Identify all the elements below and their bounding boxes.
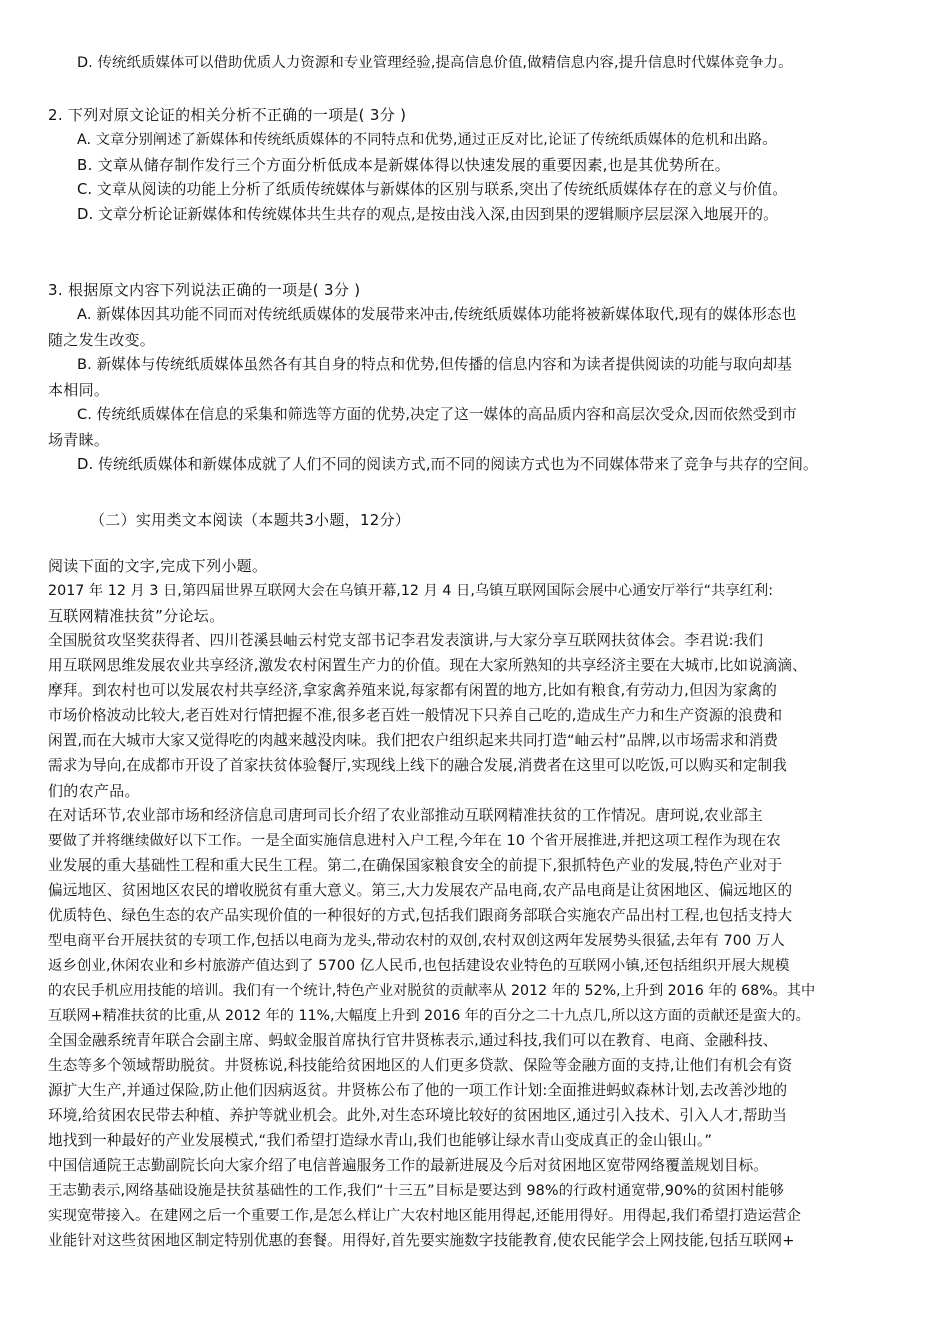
passage-line: 优质特色、绿色生态的农产品实现价值的一种很好的方式,包括我们跟商务部联合实施农产品出村工程,也包括支持大 bbox=[48, 907, 793, 924]
passage-line: 用互联网思维发展农业共享经济,激发农村闲置生产力的价值。现在大家所熟知的共享经济主要在大城市,比如说滴滴、 bbox=[48, 657, 807, 674]
passage-line: 的农民手机应用技能的培训。我们有一个统计,特色产业对脱贫的贡献率从 2012 年的 52%,上升到 2016 年的 68%。其中 bbox=[48, 983, 816, 999]
passage-line: 生态等多个领域帮助脱贫。井贤栋说,科技能给贫困地区的人们更多贷款、保险等金融方面的支持,让他们有机会有资 bbox=[48, 1057, 793, 1074]
question-3-option-c-line-1: C. 传统纸质媒体在信息的采集和筛选等方面的优势,决定了这一媒体的高品质内容和高层次受众,因而依然受到市 bbox=[77, 406, 797, 423]
question-2-option-b: B. 文章从储存制作发行三个方面分析低成本是新媒体得以快速发展的重要因素,也是其优势所在。 bbox=[77, 156, 731, 174]
passage-line: 业发展的重大基础性工程和重大民生工程。第二,在确保国家粮食安全的前提下,狠抓特色产业的发展,特色产业对于 bbox=[48, 857, 783, 874]
passage-line: 全国金融系统青年联合会副主席、蚂蚁金服首席执行官井贤栋表示,通过科技,我们可以在教育、电商、金融科技、 bbox=[48, 1032, 778, 1049]
passage-line: 2017 年 12 月 3 日,第四届世界互联网大会在乌镇开幕,12 月 4 日,乌镇互联网国际会展中心通安厅举行“共享红利: bbox=[48, 583, 774, 599]
passage-line: 返乡创业,休闲农业和乡村旅游产值达到了 5700 亿人民币,也包括建设农业特色的互联网小镇,还包括组织开展大规模 bbox=[48, 958, 790, 974]
question-2-option-d: D. 文章分析论证新媒体和传统媒体共生共存的观点,是按由浅入深,由因到果的逻辑顺序层层深入地展开的。 bbox=[77, 206, 779, 223]
question-3-option-c-line-2: 场青睐。 bbox=[48, 431, 110, 449]
question-3-stem: 3. 根据原文内容下列说法正确的一项是( 3分 ) bbox=[48, 281, 361, 299]
passage-line: 全国脱贫攻坚奖获得者、四川苍溪县岫云村党支部书记李君发表演讲,与大家分享互联网扶贫体会。李君说:我们 bbox=[48, 632, 764, 649]
question-2-stem: 2. 下列对原文论证的相关分析不正确的一项是( 3分 ) bbox=[48, 106, 407, 124]
option-d-previous-question: D. 传统纸质媒体可以借助优质人力资源和专业管理经验,提高信息价值,做精信息内容,提升信息时代媒体竞争力。 bbox=[77, 55, 793, 71]
passage-line: 业能针对这些贫困地区制定特别优惠的套餐。用得好,首先要实施数字技能教育,使农民能学会上网技能,包括互联网+ bbox=[48, 1232, 795, 1249]
question-2-option-a: A. 文章分别阐述了新媒体和传统纸质媒体的不同特点和优势,通过正反对比,论证了传统纸质媒体的危机和出路。 bbox=[77, 132, 777, 148]
section-title: （二）实用类文本阅读（本题共3小题，12分） bbox=[90, 511, 411, 529]
question-2-option-c: C. 文章从阅读的功能上分析了纸质传统媒体与新媒体的区别与联系,突出了传统纸质媒体存在的意义与价值。 bbox=[77, 181, 788, 198]
passage-line: 阅读下面的文字,完成下列小题。 bbox=[48, 557, 268, 575]
passage-line: 们的农产品。 bbox=[48, 782, 140, 800]
passage-line: 型电商平台开展扶贫的专项工作,包括以电商为龙头,带动农村的双创,农村双创这两年发展势头很猛,去年有 700 万人 bbox=[48, 933, 785, 949]
passage-line: 源扩大生产,并通过保险,防止他们因病返贫。井贤栋公布了他的一项工作计划:全面推进蚂蚁森林计划,去改善沙地的 bbox=[48, 1082, 788, 1099]
question-3-option-b-line-1: B. 新媒体与传统纸质媒体虽然各有其自身的特点和优势,但传播的信息内容和为读者提供阅读的功能与取向却基 bbox=[77, 356, 792, 373]
passage-line: 实现宽带接入。在建网之后一个重要工作,是怎么样让广大农村地区能用得起,还能用得好。用得起,我们希望打造运营企 bbox=[48, 1208, 802, 1224]
passage-line: 摩拜。到农村也可以发展农村共享经济,拿家禽养殖来说,每家都有闲置的地方,比如有粮食,有劳动力,但因为家禽的 bbox=[48, 682, 777, 699]
passage-line: 环境,给贫困农民带去种植、养护等就业机会。此外,对生态环境比较好的贫困地区,通过引入技术、引入人才,帮助当 bbox=[48, 1107, 787, 1124]
passage-line: 要做了并将继续做好以下工作。一是全面实施信息进村入户工程,今年在 10 个省开展推进,并把这项工程作为现在农 bbox=[48, 833, 781, 849]
passage-line: 王志勤表示,网络基础设施是扶贫基础性的工作,我们“十三五”目标是要达到 98%的行政村通宽带,90%的贫困村能够 bbox=[48, 1183, 784, 1199]
passage-line: 闲置,而在大城市大家又觉得吃的肉越来越没肉味。我们把农户组织起来共同打造“岫云村”品牌,以市场需求和消费 bbox=[48, 732, 779, 749]
passage-line: 需求为导向,在成都市开设了首家扶贫体验餐厅,实现线上线下的融合发展,消费者在这里可以吃饭,可以购买和定制我 bbox=[48, 757, 787, 774]
passage-line: 在对话环节,农业部市场和经济信息司唐珂司长介绍了农业部推动互联网精准扶贫的工作情况。唐珂说,农业部主 bbox=[48, 807, 763, 824]
passage-line: 地找到一种最好的产业发展模式,“我们希望打造绿水青山,我们也能够让绿水青山变成真正的金山银山。” bbox=[48, 1132, 713, 1149]
question-3-option-a-line-1: A. 新媒体因其功能不同而对传统纸质媒体的发展带来冲击,传统纸质媒体功能将被新媒体取代,现有的媒体形态也 bbox=[77, 306, 797, 323]
question-3-option-b-line-2: 本相同。 bbox=[48, 381, 110, 399]
question-3-option-d: D. 传统纸质媒体和新媒体成就了人们不同的阅读方式,而不同的阅读方式也为不同媒体带来了竞争与共存的空间。 bbox=[77, 456, 818, 473]
passage-line: 互联网精准扶贫”分论坛。 bbox=[48, 607, 225, 625]
passage-line: 偏远地区、贫困地区农民的增收脱贫有重大意义。第三,大力发展农产品电商,农产品电商是让贫困地区、偏远地区的 bbox=[48, 882, 793, 899]
passage-line: 互联网+精准扶贫的比重,从 2012 年的 11%,大幅度上升到 2016 年的百分之二十九点几,所以这方面的贡献还是蛮大的。 bbox=[48, 1008, 810, 1024]
question-3-option-a-line-2: 随之发生改变。 bbox=[48, 331, 156, 349]
passage-line: 市场价格波动比较大,老百姓对行情把握不准,很多老百姓一般情况下只养自己吃的,造成生产力和生产资源的浪费和 bbox=[48, 707, 783, 724]
passage-line: 中国信通院王志勤副院长向大家介绍了电信普遍服务工作的最新进展及今后对贫困地区宽带网络覆盖规划目标。 bbox=[48, 1157, 768, 1174]
